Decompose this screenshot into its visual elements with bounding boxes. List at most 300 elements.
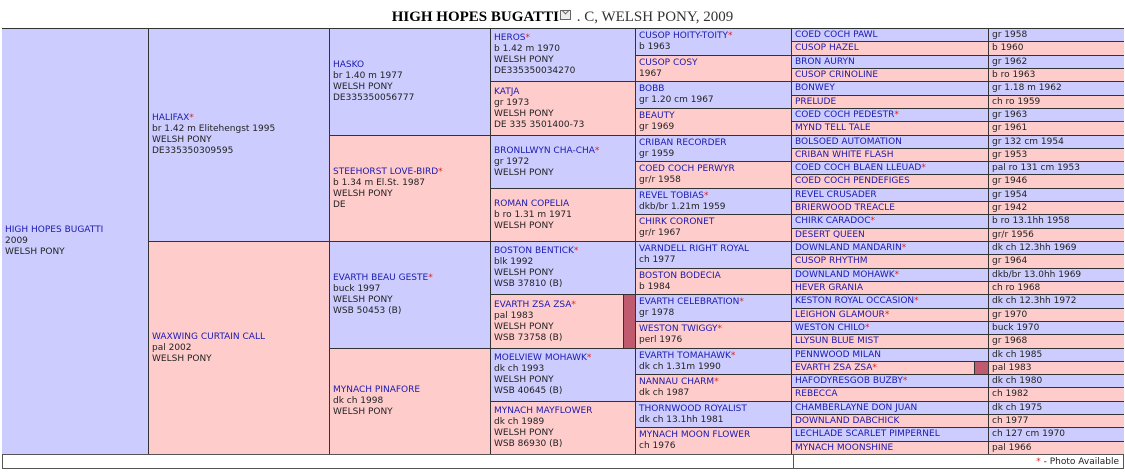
horse-info: buck 1970: [992, 323, 1040, 333]
horse-name: HIGH HOPES BUGATTI: [391, 9, 559, 25]
pedigree-cell-gen6-name: [792, 149, 988, 161]
photo-star-icon: *: [1036, 457, 1041, 467]
horse-info: dk ch 12.3hh 1972: [992, 296, 1077, 306]
pedigree-cell-gen6-name: [792, 229, 988, 241]
photo-star-icon[interactable]: *: [921, 163, 926, 173]
pedigree-cell-gen4: [491, 29, 635, 81]
horse-name-link[interactable]: MOELVIEW MOHAWK: [494, 353, 587, 363]
pedigree-cell-gen5: [636, 428, 791, 454]
horse-info: dk ch 1980: [992, 376, 1043, 386]
pedigree-cell-gen6-name: [792, 122, 988, 135]
photo-star-icon[interactable]: *: [884, 310, 890, 320]
photo-star-icon[interactable]: *: [864, 323, 870, 333]
horse-name-link[interactable]: DOWNLAND MANDARIN: [795, 243, 902, 253]
pedigree-cell-gen6-info: [989, 282, 1124, 294]
horse-info: gr 1968: [992, 336, 1028, 346]
pedigree-cell-gen6-name: [792, 175, 988, 188]
pedigree-cell-gen6-name: [792, 349, 988, 361]
pedigree-cell-gen6-info: [989, 229, 1124, 241]
horse-name-line: [494, 33, 632, 44]
horse-name-link[interactable]: STEEHORST LOVE-BIRD: [333, 166, 439, 177]
horse-name-link[interactable]: CRIBAN RECORDER: [639, 137, 727, 148]
horse-detail: perl 1976: [639, 335, 683, 345]
pedigree-cell-gen6-name: [792, 388, 988, 401]
pedigree-cell-gen6-info: [989, 335, 1124, 348]
horse-name-line: [333, 60, 487, 71]
horse-name-link[interactable]: REVEL CRUSADER: [795, 190, 877, 200]
horse-name-link[interactable]: NANNAU CHARM: [639, 377, 715, 387]
pedigree-cell-gen6-info: [989, 136, 1124, 148]
horse-info: pal 1983: [992, 363, 1032, 373]
horse-detail: WSB 86930 (B): [494, 439, 563, 449]
horse-name-link[interactable]: CRIBAN WHITE FLASH: [795, 150, 894, 160]
horse-name-link[interactable]: HEROS: [494, 33, 526, 43]
horse-name-line: [639, 324, 788, 335]
horse-name-link[interactable]: COED COCH PEDESTR: [795, 110, 895, 120]
horse-detail: blk 1992: [494, 257, 534, 267]
horse-info: gr 1970: [992, 310, 1028, 320]
horse-detail: dk ch 1998: [333, 396, 384, 406]
horse-name-line: [639, 244, 788, 255]
photo-star-icon[interactable]: *: [730, 350, 736, 361]
horse-name-link[interactable]: MYND TELL TALE: [795, 123, 871, 133]
footer-bar: [2, 454, 1124, 469]
horse-info: gr 1964: [992, 256, 1028, 266]
pedigree-cell-gen4: [491, 402, 635, 454]
photo-legend-text: - Photo Available: [1040, 457, 1119, 467]
horse-detail: b 1984: [639, 281, 671, 292]
pedigree-cell-gen6-info: [989, 215, 1124, 228]
horse-info: gr 1942: [992, 203, 1028, 213]
horse-info: dk ch 1975: [992, 403, 1043, 413]
pedigree-cell-gen6-name: [792, 242, 988, 254]
pedigree-cell-gen6-name: [792, 335, 988, 348]
horse-name-link[interactable]: REBECCA: [795, 389, 838, 399]
pedigree-cell-gen2: [149, 29, 329, 241]
horse-detail: WELSH PONY: [494, 108, 554, 119]
photo-star-icon[interactable]: *: [914, 296, 919, 306]
pedigree-cell-gen5: [636, 215, 791, 241]
horse-info: ch ro 1959: [992, 97, 1041, 107]
pedigree-cell-gen6-name: [792, 309, 988, 321]
inbreeding-marker: [975, 362, 988, 374]
photo-star-icon[interactable]: *: [728, 31, 733, 41]
pedigree-cell-gen6-info: [989, 82, 1124, 95]
pedigree-cell-gen6-name: [792, 202, 988, 214]
pedigree-cell-gen6-name: [792, 295, 988, 308]
horse-name-link[interactable]: HAFODYRESGOB BUZBY: [795, 376, 903, 386]
pedigree-cell-gen4: [491, 136, 635, 188]
horse-info: ch ro 1968: [992, 283, 1041, 293]
horse-name-line: [639, 271, 788, 282]
horse-info: gr 1946: [992, 176, 1028, 186]
pedigree-cell-gen5: [636, 322, 791, 348]
pedigree-cell-gen4: [491, 82, 635, 135]
pedigree-cell-gen6-name: [792, 162, 988, 174]
horse-detail: WELSH PONY: [152, 135, 212, 145]
horse-info: gr 1962: [992, 57, 1028, 67]
horse-detail: WELSH PONY: [494, 220, 554, 231]
horse-info: dk ch 12.3hh 1969: [992, 243, 1077, 253]
horse-name-link[interactable]: DESERT QUEEN: [795, 230, 865, 240]
horse-name-link[interactable]: BOBB: [639, 84, 665, 94]
horse-info: gr 1954: [992, 190, 1028, 200]
pedigree-cell-gen5: [636, 242, 791, 268]
horse-detail: 2009: [5, 236, 28, 246]
horse-name-line: [494, 199, 632, 210]
horse-name-line: [639, 164, 788, 175]
horse-detail: gr/r 1958: [639, 175, 681, 185]
horse-name-line: [494, 146, 632, 157]
photo-star-icon[interactable]: *: [717, 324, 723, 334]
horse-name-link[interactable]: PENNWOOD MILAN: [795, 350, 881, 360]
horse-name-link[interactable]: WESTON CHILO: [795, 323, 865, 333]
horse-name-link[interactable]: WESTON TWIGGY: [639, 324, 718, 334]
pedigree-cell-gen6-name: [792, 69, 988, 81]
horse-info: b 1960: [992, 43, 1024, 53]
horse-detail: WELSH PONY: [494, 268, 554, 278]
horse-detail: gr 1.20 cm 1967: [639, 95, 714, 105]
horse-name-link[interactable]: BEAUTY: [639, 111, 675, 121]
pedigree-cell-gen6-name: [792, 82, 988, 95]
horse-detail: WELSH PONY: [5, 247, 65, 257]
pedigree-cell-gen3: [330, 349, 490, 454]
horse-name-line: [639, 191, 788, 202]
horse-detail: b 1.34 m El.St. 1987: [333, 177, 426, 188]
pedigree-cell-gen6-name: [792, 282, 988, 294]
horse-name-link[interactable]: CUSOP HOITY-TOITY: [639, 31, 729, 41]
mail-icon[interactable]: [560, 10, 571, 20]
pedigree-cell-gen6-info: [989, 122, 1124, 135]
pedigree-cell-gen6-name: [792, 29, 988, 41]
horse-detail: gr 1978: [639, 308, 675, 318]
horse-detail: gr 1969: [639, 122, 675, 132]
photo-star-icon[interactable]: *: [189, 113, 194, 123]
pedigree-cell-gen6-info: [989, 428, 1124, 441]
pedigree-cell-gen6-info: [989, 388, 1124, 401]
pedigree-cell-gen3: [330, 242, 490, 348]
horse-name-link[interactable]: BOSTON BODECIA: [639, 270, 721, 281]
pedigree-cell-gen6-info: [989, 149, 1124, 161]
horse-detail: dk ch 1.31m 1990: [639, 361, 721, 372]
horse-name-link[interactable]: COED COCH PAWL: [795, 30, 878, 40]
pedigree-cell-gen4: [491, 189, 635, 241]
pedigree-cell-gen6-info: [989, 442, 1124, 454]
horse-info: dkb/br 13.0hh 1969: [992, 270, 1082, 280]
horse-name-link[interactable]: CHIRK CORONET: [639, 217, 715, 227]
horse-name-link[interactable]: HEVER GRANIA: [795, 283, 863, 293]
inbreeding-marker: [624, 295, 635, 348]
photo-star-icon[interactable]: *: [739, 297, 744, 307]
pedigree-cell-gen5: [636, 82, 791, 108]
horse-name-line: [639, 138, 788, 149]
horse-detail: WSB 37810 (B): [494, 279, 563, 289]
photo-star-icon[interactable]: *: [428, 273, 433, 283]
horse-name-link[interactable]: CUSOP COSY: [639, 57, 698, 68]
pedigree-chart: [2, 28, 1124, 454]
photo-star-icon[interactable]: *: [594, 145, 600, 156]
horse-name-link[interactable]: EVARTH ZSA ZSA: [494, 299, 572, 310]
horse-info: gr 1953: [992, 150, 1028, 160]
pedigree-cell-gen5: [636, 109, 791, 135]
horse-name-link[interactable]: EVARTH TOMAHAWK: [639, 350, 731, 361]
pedigree-cell-gen5: [636, 349, 791, 374]
horse-name-line: [494, 246, 632, 257]
horse-detail: WELSH PONY: [494, 321, 554, 332]
horse-name-line: [639, 31, 788, 42]
horse-info: gr/r 1956: [992, 230, 1034, 240]
horse-detail: WELSH PONY: [333, 188, 393, 199]
horse-name-line: [333, 273, 487, 284]
pedigree-cell-gen6-info: [989, 309, 1124, 321]
horse-name-line: [639, 404, 788, 415]
horse-detail: b 1963: [639, 42, 671, 52]
horse-name-link[interactable]: HALIFAX: [152, 113, 190, 123]
horse-name-link[interactable]: COED COCH PENDEFIGES: [795, 176, 910, 186]
horse-name-link[interactable]: CUSOP HAZEL: [795, 43, 859, 53]
pedigree-cell-gen6-name: [792, 42, 988, 55]
horse-name-line: [639, 297, 788, 308]
pedigree-cell-gen5: [636, 295, 791, 321]
photo-star-icon[interactable]: *: [571, 299, 576, 310]
horse-name-link[interactable]: EVARTH BEAU GESTE: [333, 273, 429, 283]
horse-detail: WELSH PONY: [494, 167, 554, 178]
pedigree-cell-gen6-name: [792, 56, 988, 68]
pedigree-cell-gen6-info: [989, 69, 1124, 81]
horse-detail: WSB 50453 (B): [333, 306, 402, 316]
horse-detail: br 1.40 m 1977: [333, 71, 403, 81]
horse-name-link[interactable]: MYNACH MOONSHINE: [795, 443, 894, 453]
horse-info: gr 1961: [992, 123, 1028, 133]
horse-detail: dk ch 1989: [494, 417, 545, 427]
photo-star-icon[interactable]: *: [901, 243, 907, 253]
horse-name-link[interactable]: LLYSUN BLUE MIST: [795, 336, 879, 346]
pedigree-cell-gen6-info: [989, 29, 1124, 41]
pedigree-cell-gen6-name: [792, 322, 988, 334]
horse-name-link[interactable]: CHAMBERLAYNE DON JUAN: [795, 403, 918, 413]
photo-legend: [1036, 456, 1119, 468]
horse-detail: DE335350309595: [152, 146, 234, 156]
horse-name-line: [639, 430, 788, 441]
page-title: [0, 0, 1125, 28]
pedigree-cell-gen6-info: [989, 362, 1124, 374]
horse-name-link[interactable]: BRONLLWYN CHA-CHA: [494, 145, 595, 156]
pedigree-cell-gen3: [330, 29, 490, 135]
horse-info: pal 1966: [992, 443, 1032, 453]
horse-detail: dk ch 13.1hh 1981: [639, 414, 724, 425]
horse-name-link[interactable]: MYNACH PINAFORE: [333, 385, 421, 395]
horse-name-link[interactable]: EVARTH CELEBRATION: [639, 297, 740, 307]
horse-detail: WELSH PONY: [494, 428, 554, 438]
horse-name-line: [639, 58, 788, 69]
horse-name-link[interactable]: KESTON ROYAL OCCASION: [795, 296, 915, 306]
pedigree-cell-gen6-info: [989, 109, 1124, 121]
pedigree-cell-gen5: [636, 136, 791, 161]
pedigree-cell-gen6-info: [989, 415, 1124, 427]
pedigree-cell-gen6-info: [989, 56, 1124, 68]
pedigree-cell-gen1: [2, 29, 148, 454]
pedigree-cell-gen6-info: [989, 242, 1124, 254]
horse-detail: DE 335 3501400-73: [494, 119, 585, 130]
horse-detail: br 1.42 m Elitehengst 1995: [152, 124, 276, 134]
photo-star-icon[interactable]: *: [894, 110, 899, 120]
pedigree-cell-gen6-name: [792, 215, 988, 228]
horse-detail: dk ch 1987: [639, 388, 690, 398]
horse-name-link[interactable]: LEIGHON GLAMOUR: [795, 310, 885, 320]
horse-name-line: [639, 217, 788, 228]
horse-name-line: [494, 353, 632, 364]
horse-info: ch 127 cm 1970: [992, 429, 1066, 439]
horse-name-line: [639, 351, 788, 362]
horse-name-link[interactable]: KATJA: [494, 86, 520, 97]
horse-name-link[interactable]: BOLSOED AUTOMATION: [795, 137, 902, 147]
horse-name-line: [5, 225, 145, 236]
horse-info: dk ch 1985: [992, 350, 1043, 360]
pedigree-cell-gen6-name: [792, 109, 988, 121]
horse-detail: buck 1997: [333, 284, 381, 294]
pedigree-cell-gen5: [636, 375, 791, 401]
pedigree-cell-gen6-name: [792, 269, 988, 281]
photo-star-icon[interactable]: *: [573, 246, 579, 256]
horse-detail: pal 1983: [494, 310, 534, 321]
photo-star-icon[interactable]: *: [525, 33, 531, 43]
horse-detail: b ro 1.31 m 1971: [494, 209, 572, 220]
photo-star-icon[interactable]: *: [872, 363, 877, 373]
horse-name-link[interactable]: MYNACH MAYFLOWER: [494, 406, 593, 416]
pedigree-cell-gen6-info: [989, 189, 1124, 201]
horse-info: pal ro 131 cm 1953: [992, 163, 1080, 173]
horse-detail: DE335350056777: [333, 93, 415, 103]
photo-star-icon[interactable]: *: [438, 166, 443, 177]
horse-name-link[interactable]: HASKO: [333, 60, 365, 70]
horse-detail: gr 1959: [639, 148, 675, 159]
horse-detail: DE335350034270: [494, 66, 576, 76]
horse-name-link[interactable]: CHIRK CARADOC: [795, 216, 871, 226]
horse-name-link[interactable]: BOSTON BENTICK: [494, 246, 574, 256]
horse-info: ch 1977: [992, 416, 1029, 426]
photo-star-icon[interactable]: *: [714, 377, 719, 387]
horse-name-link[interactable]: REVEL TOBIAS: [639, 190, 704, 201]
pedigree-cell-gen4: [491, 242, 635, 294]
horse-detail: gr/r 1967: [639, 228, 681, 238]
pedigree-cell-gen2: [149, 242, 329, 454]
pedigree-cell-gen3: [330, 136, 490, 241]
horse-name-line: [639, 84, 788, 95]
pedigree-cell-gen5: [636, 269, 791, 294]
horse-detail: b 1.42 m 1970: [494, 44, 561, 54]
pedigree-cell-gen5: [636, 56, 791, 81]
pedigree-cell-gen6-name: [792, 402, 988, 414]
horse-detail: WSB 73758 (B): [494, 332, 563, 343]
pedigree-cell-gen6-info: [989, 96, 1124, 108]
pedigree-cell-gen4: [491, 349, 635, 401]
horse-detail: dkb/br 1.21m 1959: [639, 201, 726, 212]
horse-detail: WELSH PONY: [333, 295, 393, 305]
pedigree-cell-gen6-name: [792, 415, 988, 427]
pedigree-cell-gen6-info: [989, 402, 1124, 414]
horse-detail: gr 1972: [494, 156, 530, 167]
horse-name-link[interactable]: MYNACH MOON FLOWER: [639, 430, 751, 440]
photo-star-icon[interactable]: *: [870, 216, 876, 226]
horse-name-link[interactable]: HIGH HOPES BUGATTI: [5, 225, 104, 235]
horse-name-line: [494, 87, 632, 98]
pedigree-cell-gen6-name: [792, 442, 988, 454]
pedigree-cell-gen5: [636, 402, 791, 427]
horse-detail: ch 1977: [639, 255, 676, 265]
pedigree-cell-gen5: [636, 29, 791, 55]
horse-detail: WSB 40645 (B): [494, 386, 563, 396]
horse-detail: DE: [333, 199, 346, 210]
horse-name-link[interactable]: BONWEY: [795, 83, 835, 93]
horse-detail: WELSH PONY: [494, 55, 554, 65]
horse-name-link[interactable]: ROMAN COPELIA: [494, 198, 570, 209]
horse-name-line: [152, 113, 326, 124]
horse-info: gr 132 cm 1954: [992, 137, 1064, 147]
pedigree-cell-gen6-info: [989, 375, 1124, 387]
pedigree-cell-gen6-info: [989, 322, 1124, 334]
pedigree-cell-gen6-info: [989, 162, 1124, 174]
horse-name-link[interactable]: PRELUDE: [795, 97, 837, 107]
pedigree-cell-gen6-name: [792, 362, 974, 374]
horse-name-line: [152, 332, 326, 343]
horse-name-line: [639, 377, 788, 388]
horse-info: b ro 1963: [992, 70, 1036, 80]
photo-star-icon[interactable]: *: [902, 376, 908, 386]
horse-detail: WELSH PONY: [152, 353, 212, 364]
photo-star-icon[interactable]: *: [894, 270, 900, 280]
pedigree-cell-gen6-name: [792, 189, 988, 201]
pedigree-cell-gen5: [636, 162, 791, 188]
pedigree-cell-gen6-info: [989, 42, 1124, 55]
footer-divider: [793, 455, 794, 468]
photo-star-icon[interactable]: *: [586, 353, 592, 363]
horse-detail: pal 2002: [152, 342, 192, 353]
horse-detail: ch 1976: [639, 441, 676, 451]
photo-star-icon[interactable]: *: [703, 190, 709, 201]
horse-name-line: [639, 111, 788, 122]
pedigree-cell-gen6-info: [989, 295, 1124, 308]
horse-name-link[interactable]: CUSOP RHYTHM: [795, 256, 868, 266]
horse-name-link[interactable]: LECHLADE SCARLET PIMPERNEL: [795, 429, 940, 439]
horse-name-link[interactable]: COED COCH PERWYR: [639, 164, 735, 174]
pedigree-cell-gen6-info: [989, 255, 1124, 268]
horse-info: gr 1.18 m 1962: [992, 83, 1062, 93]
horse-info: gr 1958: [992, 30, 1028, 40]
pedigree-cell-gen6-info: [989, 202, 1124, 214]
pedigree-cell-gen6-info: [989, 349, 1124, 361]
horse-name-link[interactable]: CUSOP CRINOLINE: [795, 70, 879, 80]
horse-info: ch 1982: [992, 389, 1029, 399]
horse-name-link[interactable]: EVARTH ZSA ZSA: [795, 363, 873, 373]
horse-name-line: [333, 167, 487, 178]
horse-name-link[interactable]: COED COCH BLAEN LLEUAD: [795, 163, 922, 173]
pedigree-cell-gen5: [636, 189, 791, 214]
horse-name-link[interactable]: WAXWING CURTAIN CALL: [152, 331, 265, 342]
horse-detail: gr 1973: [494, 97, 530, 108]
horse-detail: WELSH PONY: [333, 407, 393, 417]
pedigree-cell-gen6-info: [989, 175, 1124, 188]
horse-name-link[interactable]: VARNDELL RIGHT ROYAL: [639, 244, 750, 254]
horse-name-link[interactable]: BRIERWOOD TREACLE: [795, 203, 895, 213]
horse-name-link[interactable]: DOWNLAND MOHAWK: [795, 270, 895, 280]
horse-name-link[interactable]: BRON AURYN: [795, 57, 855, 67]
horse-name-link[interactable]: DOWNLAND DABCHICK: [795, 416, 900, 426]
pedigree-cell-gen6-name: [792, 428, 988, 441]
horse-detail: 1967: [639, 68, 662, 79]
horse-name-line: [494, 406, 632, 417]
pedigree-cell-gen4: [491, 295, 623, 348]
horse-name-link[interactable]: THORNWOOD ROYALIST: [639, 403, 747, 414]
